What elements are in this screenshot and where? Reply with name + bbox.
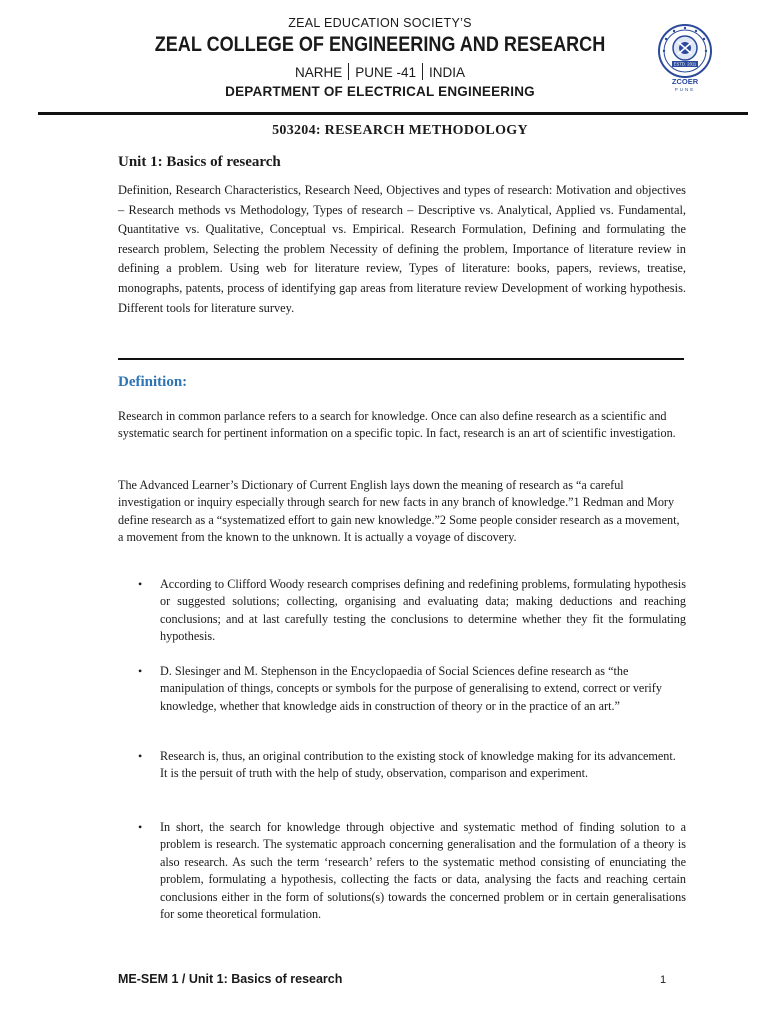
bullet-icon: • (138, 664, 143, 678)
list-item-text: Research is, thus, an original contribution to the existing stock of knowledge making for its advancement. It is the persuit of truth with the help of study, observation, comparison and experiment. (160, 749, 676, 781)
bullet-icon: • (138, 749, 143, 763)
section-divider (118, 358, 684, 360)
location-divider (348, 63, 349, 80)
header-divider (38, 112, 748, 115)
college-location (120, 63, 640, 80)
definition-heading: Definition: (118, 374, 188, 390)
list-item (118, 663, 686, 715)
dictionary-paragraph: The Advanced Learner’s Dictionary of Current English lays down the meaning of research as “a careful investigation or inquiry especially through search for new facts in any branch of knowledge.”1 Redman and Mory define research as a “systematized effort to gain new knowledge.”2 Some people consider research as a movement, a movement from the known to the unknown. It is actually a voyage of discovery. (118, 478, 680, 545)
location-area: NARHE (294, 65, 343, 80)
list-item (118, 819, 686, 923)
logo-year: ESTD. 2011 (673, 61, 697, 67)
college-name: ZEAL COLLEGE OF ENGINEERING AND RESEARCH (154, 33, 606, 56)
bullet-icon: • (138, 820, 143, 834)
college-logo-icon (656, 24, 714, 92)
logo-abbreviation: ZCOER (671, 77, 699, 86)
page-number: 1 (660, 974, 667, 986)
syllabus-paragraph: Definition, Research Characteristics, Research Need, Objectives and types of research: Motivation and objectives – Research methods vs Methodology, Types of research – Descriptive vs. Analytical, Applied vs. Fundamental, Quantitative vs. Qualitative, Conceptual vs. Empirical. Research Formulation, Defining and formulating the research problem, Selecting the problem Necessity of defining the problem, Importance of literature review in defining a problem. Using web for literature review, Types of literature: books, papers, reviews, treatise, monographs, patents, process of identifying gap areas from literature review Development of working hypothesis. Different tools for literature survey. (118, 183, 686, 315)
bullet-icon: • (138, 577, 143, 591)
society-name: ZEAL EDUCATION SOCIETY’S (288, 16, 472, 30)
list-item-text: D. Slesinger and M. Stephenson in the Encyclopaedia of Social Sciences define research as “the manipulation of things, concepts or symbols for the purpose of generalising to extend, correct or verify knowledge, whether that knowledge aids in construction of theory or in the practice of an art.” (160, 664, 662, 713)
list-item (118, 576, 686, 646)
list-item-text: According to Clifford Woody research comprises defining and redefining problems, formulating hypothesis or suggested solutions; collecting, organising and evaluating data; making deductions and reaching conclusions; and at last carefully testing the conclusions to determine whether they fit the formulating hypothesis. (160, 577, 686, 644)
course-title: 503204: RESEARCH METHODOLOGY (272, 123, 528, 138)
list-item (118, 748, 686, 783)
definition-paragraph: Research in common parlance refers to a search for knowledge. Once can also define research as a scientific and systematic search for pertinent information on a specific topic. In fact, research is an art of scientific investigation. (118, 409, 676, 441)
location-city: PUNE -41 (355, 65, 417, 80)
unit-title: Unit 1: Basics of research (118, 154, 281, 170)
location-divider (422, 63, 423, 80)
list-item-text: In short, the search for knowledge through objective and systematic method of finding solution to a problem is research. The systematic approach concerning generalisation and the formulation of a theory is also research. As such the term ‘research’ refers to the systematic method consisting of enunciating the problem, formulating a hypothesis, collecting the facts or data, analysing the facts and reaching certain conclusions either in the form of solutions(s) towards the concerned problem or in certain generalisations for some theoretical formulation. (160, 820, 686, 922)
department-name: DEPARTMENT OF ELECTRICAL ENGINEERING (225, 84, 535, 99)
logo-city: PUNE (674, 87, 696, 92)
page-header (0, 0, 768, 116)
footer-course-label: ME-SEM 1 / Unit 1: Basics of research (118, 972, 343, 986)
location-country: INDIA (429, 65, 466, 80)
